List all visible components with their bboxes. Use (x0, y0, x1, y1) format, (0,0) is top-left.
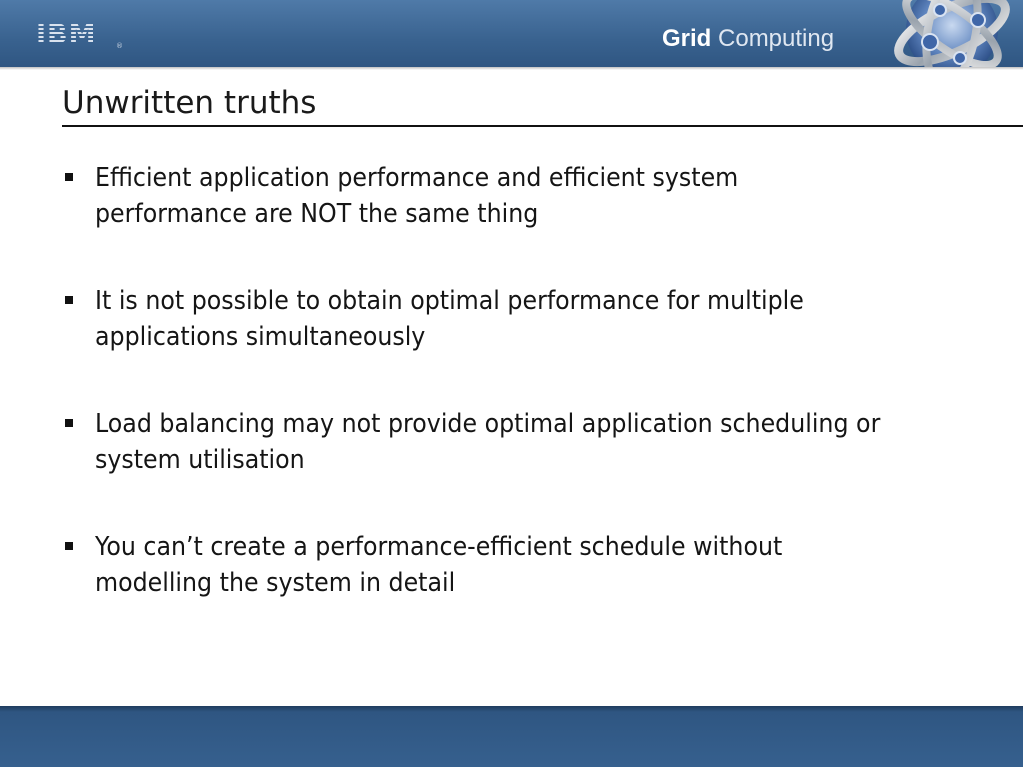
product-name-bold: Grid (662, 25, 712, 52)
ibm-logo-text: IBM (36, 19, 97, 50)
slide-title: Unwritten truths (62, 85, 317, 121)
square-bullet-icon (65, 296, 73, 304)
registered-mark: ® (116, 42, 123, 50)
square-bullet-icon (65, 542, 73, 550)
product-name-regular: Computing (711, 25, 835, 52)
bullet-text: Efficient application performance and efficient system performance are NOT the same thing (95, 163, 739, 229)
square-bullet-icon (65, 173, 73, 181)
bullet-text: Load balancing may not provide optimal application scheduling or system utilisation (95, 409, 881, 475)
square-bullet-icon (65, 419, 73, 427)
bullet-text: It is not possible to obtain optimal performance for multiple applications simultaneously (95, 286, 804, 352)
bullet-text: You can’t create a performance-efficient schedule without modelling the system in detail (95, 532, 783, 598)
slide-footer-bar (0, 706, 1023, 767)
